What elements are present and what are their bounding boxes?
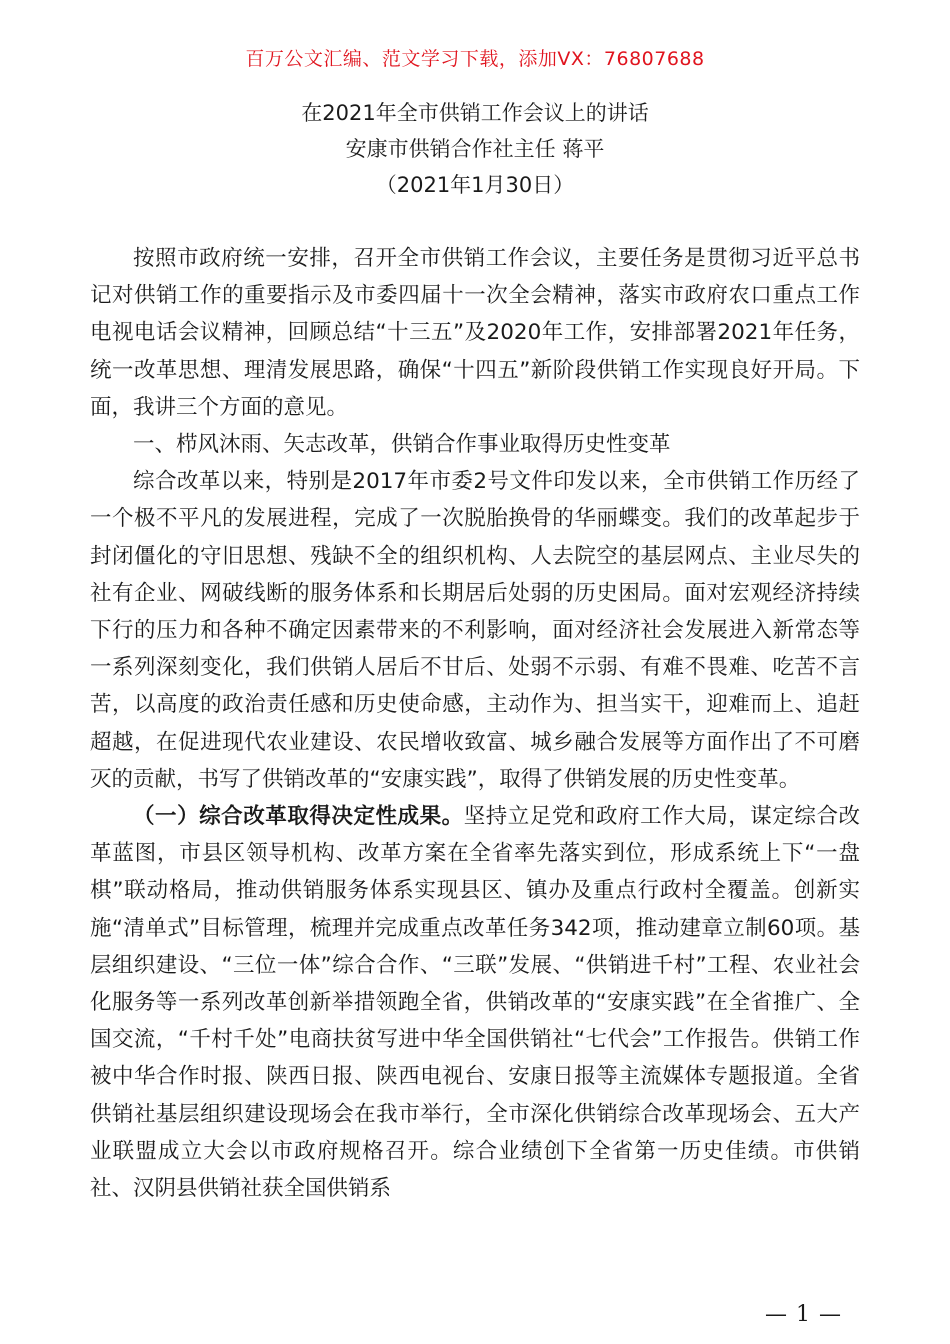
subsection-1-lead: （一）综合改革取得决定性成果。 bbox=[133, 804, 464, 830]
page-number: — 1 — bbox=[765, 1302, 842, 1327]
speaker-line: 安康市供销合作社主任 蒋平 bbox=[345, 137, 605, 161]
speech-title: 在2021年全市供销工作会议上的讲话 bbox=[301, 101, 649, 125]
speech-date: （2021年1月30日） bbox=[375, 173, 575, 197]
section-1-paragraph: 综合改革以来，特别是2017年市委2号文件印发以来，全市供销工作历经了一个极不平凡的发展进程，完成了一次脱胎换骨的华丽蝶变。我们的改革起步于封闭僵化的守旧思想、残缺不全的组织机构、人去院空的基层网点、主业尽失的社有企业、网破线断的服务体系和长期居后处弱的历史困局。面对宏观经济持续下行的压力和各种不确定因素带来的不利影响，面对经济社会发展进入新常态等一系列深刻变化，我们供销人居后不甘后、处弱不示弱、有难不畏难、吃苦不言苦，以高度的政治责任感和历史使命感，主动作为、担当实干，迎难而上、追赶超越，在促进现代农业建设、农民增收致富、城乡融合发展等方面作出了不可磨灭的贡献，书写了供销改革的“安康实践”，取得了供销发展的历史性变革。 bbox=[90, 469, 860, 792]
title-block bbox=[0, 95, 950, 203]
subsection-1-paragraph bbox=[90, 798, 860, 1207]
intro-paragraph: 按照市政府统一安排，召开全市供销工作会议，主要任务是贯彻习近平总书记对供销工作的重要指示及市委四届十一次全会精神，落实市政府农口重点工作电视电话会议精神，回顾总结“十三五”及2020年工作，安排部署2021年任务，统一改革思想、理清发展思路，确保“十四五”新阶段供销工作实现良好开局。下面，我讲三个方面的意见。 bbox=[90, 246, 860, 420]
document-body bbox=[90, 240, 860, 1207]
section-1-heading: 一、栉风沐雨、矢志改革，供销合作事业取得历史性变革 bbox=[133, 432, 671, 458]
subsection-1-text: 坚持立足党和政府工作大局，谋定综合改革蓝图，市县区领导机构、改革方案在全省率先落实到位，形成系统上下“一盘棋”联动格局，推动供销服务体系实现县区、镇办及重点行政村全覆盖。创新实施“清单式”目标管理，梳理并完成重点改革任务342项，推动建章立制60项。基层组织建设、“三位一体”综合合作、“三联”发展、“供销进千村”工程、农业社会化服务等一系列改革创新举措领跑全省，供销改革的“安康实践”在全省推广、全国交流，“千村千处”电商扶贫写进中华全国供销社“七代会”工作报告。供销工作被中华合作时报、陕西日报、陕西电视台、安康日报等主流媒体专题报道。全省供销社基层组织建设现场会在我市举行，全市深化供销综合改革现场会、五大产业联盟成立大会以市政府规格召开。综合业绩创下全省第一历史佳绩。市供销社、汉阴县供销社获全国供销系 bbox=[90, 804, 860, 1202]
download-banner: 百万公文汇编、范文学习下载，添加VX：76807688 bbox=[245, 48, 705, 70]
